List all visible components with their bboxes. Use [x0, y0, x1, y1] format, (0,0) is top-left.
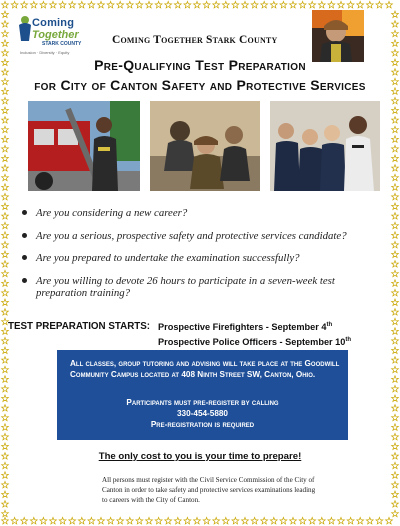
border-star-icon: [392, 107, 399, 114]
border-star-icon: [392, 136, 399, 143]
border-star-icon: [2, 299, 9, 306]
border-star-icon: [2, 405, 9, 412]
border-star-icon: [392, 184, 399, 191]
border-star-icon: [155, 1, 162, 8]
border-star-icon: [392, 69, 399, 76]
border-star-icon: [280, 1, 287, 8]
border-star-icon: [392, 155, 399, 162]
border-star-icon: [392, 11, 399, 18]
border-star-icon: [392, 443, 399, 450]
border-star-icon: [69, 517, 76, 524]
border-star-icon: [2, 309, 9, 316]
preregistration-required: Pre-registration is required: [150, 420, 255, 429]
border-star-icon: [2, 289, 9, 296]
border-star-icon: [2, 213, 9, 220]
border-star-icon: [357, 517, 364, 524]
phone-number: 330-454-5880: [177, 409, 228, 418]
border-star-icon: [2, 462, 9, 469]
border-star-icon: [338, 517, 345, 524]
border-star-icon: [184, 1, 191, 8]
logo-word-together: Together: [32, 29, 79, 41]
border-star-icon: [136, 1, 143, 8]
border-star-icon: [2, 222, 9, 229]
question-text: Are you considering a new career?: [36, 207, 188, 219]
border-star-icon: [2, 270, 9, 277]
border-star-icon: [392, 462, 399, 469]
border-star-icon: [194, 517, 201, 524]
border-star-icon: [174, 1, 181, 8]
border-star-icon: [366, 517, 373, 524]
border-star-icon: [98, 1, 105, 8]
border-star-icon: [155, 517, 162, 524]
border-star-icon: [203, 1, 210, 8]
logo-word-coming: Coming: [32, 17, 75, 29]
cost-statement: The only cost to you is your time to prepare!: [98, 451, 302, 462]
border-star-icon: [251, 517, 258, 524]
border-star-icon: [392, 40, 399, 47]
border-star-icon: [2, 414, 9, 421]
border-star-icon: [2, 49, 9, 56]
border-star-icon: [392, 289, 399, 296]
border-star-icon: [88, 517, 95, 524]
question-text: Are you a serious, prospective safety and protective services candidate?: [36, 229, 347, 242]
border-star-icon: [2, 69, 9, 76]
border-star-icon: [357, 1, 364, 8]
border-star-icon: [194, 1, 201, 8]
border-star-icon: [2, 107, 9, 114]
border-star-icon: [392, 117, 399, 124]
border-star-icon: [2, 1, 9, 8]
border-star-icon: [290, 1, 297, 8]
border-star-icon: [2, 395, 9, 402]
border-star-icon: [392, 385, 399, 392]
civil-service-notice: All persons must register with the Civil Service Commission of the City of Canton in order to take safety and protective services examinations leading to careers with the City of Canton.: [102, 476, 316, 504]
border-star-icon: [392, 126, 399, 133]
coming-together-logo: [16, 11, 88, 59]
border-star-icon: [107, 1, 114, 8]
border-star-icon: [11, 1, 18, 8]
border-star-icon: [2, 97, 9, 104]
police-date: [158, 334, 351, 349]
border-star-icon: [2, 385, 9, 392]
border-star-icon: [2, 424, 9, 431]
border-star-icon: [386, 1, 393, 8]
border-star-icon: [98, 517, 105, 524]
border-star-icon: [261, 517, 268, 524]
border-star-icon: [21, 1, 28, 8]
border-star-icon: [280, 517, 287, 524]
question-item: [20, 207, 376, 219]
border-star-icon: [392, 481, 399, 488]
border-star-icon: [2, 11, 9, 18]
border-star-icon: [386, 517, 393, 524]
border-star-icon: [328, 1, 335, 8]
border-star-icon: [299, 517, 306, 524]
border-star-icon: [30, 1, 37, 8]
border-star-icon: [2, 510, 9, 517]
border-star-icon: [392, 280, 399, 287]
border-star-icon: [242, 1, 249, 8]
border-star-icon: [2, 21, 9, 28]
border-star-icon: [2, 443, 9, 450]
schedule-dates: [158, 319, 351, 349]
border-star-icon: [2, 117, 9, 124]
border-star-icon: [242, 517, 249, 524]
border-star-icon: [2, 203, 9, 210]
class-info-box: [57, 350, 348, 440]
border-star-icon: [126, 1, 133, 8]
border-star-icon: [2, 30, 9, 37]
police-date-text: Prospective Police Officers - September 10: [158, 337, 346, 348]
border-star-icon: [50, 1, 57, 8]
border-star-icon: [2, 136, 9, 143]
border-star-icon: [2, 453, 9, 460]
border-star-icon: [2, 366, 9, 373]
border-star-icon: [392, 203, 399, 210]
border-star-icon: [392, 30, 399, 37]
border-star-icon: [165, 1, 172, 8]
title-line-1: Pre-Qualifying Test Preparation: [94, 57, 306, 73]
border-star-icon: [392, 424, 399, 431]
border-star-icon: [2, 251, 9, 258]
border-star-icon: [318, 1, 325, 8]
border-star-icon: [2, 472, 9, 479]
border-star-icon: [392, 433, 399, 440]
border-star-icon: [392, 232, 399, 239]
border-star-icon: [392, 472, 399, 479]
border-star-icon: [40, 1, 47, 8]
border-star-icon: [50, 517, 57, 524]
border-star-icon: [318, 517, 325, 524]
border-star-icon: [392, 318, 399, 325]
border-star-icon: [117, 517, 124, 524]
border-star-icon: [107, 517, 114, 524]
border-star-icon: [392, 510, 399, 517]
border-star-icon: [2, 433, 9, 440]
question-text: Are you prepared to undertake the examination successfully?: [36, 252, 300, 264]
border-star-icon: [2, 155, 9, 162]
police-officers-photo: [270, 101, 380, 191]
class-location-text: All classes, group tutoring and advising will take place at the Goodwill Community Campus located at 408 Ninth Street SW, Canton, Ohio.: [70, 359, 340, 379]
firefighters-date-text: Prospective Firefighters - September 4: [158, 322, 327, 333]
test-prep-starts-label: TEST PREPARATION STARTS:: [8, 321, 151, 332]
border-star-icon: [392, 347, 399, 354]
border-star-icon: [392, 501, 399, 508]
border-star-icon: [2, 40, 9, 47]
border-star-icon: [392, 376, 399, 383]
border-star-icon: [146, 517, 153, 524]
border-star-icon: [392, 337, 399, 344]
border-star-icon: [78, 1, 85, 8]
border-star-icon: [2, 145, 9, 152]
border-star-icon: [165, 517, 172, 524]
border-star-icon: [392, 21, 399, 28]
border-star-icon: [2, 491, 9, 498]
border-star-icon: [392, 357, 399, 364]
question-item: [20, 275, 376, 299]
border-star-icon: [2, 337, 9, 344]
border-star-icon: [222, 517, 229, 524]
border-star-icon: [376, 1, 383, 8]
border-star-icon: [392, 145, 399, 152]
border-star-icon: [251, 1, 258, 8]
question-list: [20, 207, 376, 309]
border-star-icon: [392, 222, 399, 229]
border-star-icon: [392, 213, 399, 220]
bullet-dot-icon: [22, 278, 27, 283]
border-star-icon: [392, 97, 399, 104]
border-star-icon: [174, 517, 181, 524]
border-star-icon: [213, 1, 220, 8]
border-star-icon: [69, 1, 76, 8]
border-star-icon: [347, 517, 354, 524]
border-star-icon: [126, 517, 133, 524]
border-star-icon: [136, 517, 143, 524]
border-star-icon: [309, 1, 316, 8]
border-star-icon: [2, 184, 9, 191]
police-date-suffix: th: [345, 337, 352, 344]
border-star-icon: [30, 517, 37, 524]
border-star-icon: [21, 517, 28, 524]
border-star-icon: [392, 49, 399, 56]
firefighters-date: [158, 319, 351, 334]
border-star-icon: [2, 501, 9, 508]
border-star-icon: [2, 165, 9, 172]
bullet-dot-icon: [22, 255, 27, 260]
border-star-icon: [392, 59, 399, 66]
logo-tagline: Inclusion · Diversity · Equity: [20, 50, 70, 55]
border-star-icon: [392, 405, 399, 412]
border-star-icon: [40, 517, 47, 524]
border-star-icon: [2, 193, 9, 200]
organization-name: Coming Together Stark County: [112, 34, 278, 46]
border-star-icon: [78, 517, 85, 524]
border-star-icon: [2, 517, 9, 524]
border-star-icon: [2, 174, 9, 181]
border-star-icon: [117, 1, 124, 8]
border-star-icon: [2, 126, 9, 133]
border-star-icon: [309, 517, 316, 524]
border-star-icon: [392, 193, 399, 200]
border-star-icon: [392, 165, 399, 172]
border-star-icon: [328, 517, 335, 524]
border-star-icon: [392, 328, 399, 335]
border-star-icon: [59, 1, 66, 8]
question-item: [20, 230, 376, 242]
border-star-icon: [2, 59, 9, 66]
border-star-icon: [392, 309, 399, 316]
border-star-icon: [392, 270, 399, 277]
border-star-icon: [88, 1, 95, 8]
border-star-icon: [261, 1, 268, 8]
border-star-icon: [11, 517, 18, 524]
border-star-icon: [270, 1, 277, 8]
firefighters-date-suffix: th: [326, 322, 333, 328]
border-star-icon: [392, 251, 399, 258]
border-star-icon: [2, 261, 9, 268]
rescue-training-photo: [150, 101, 260, 191]
border-star-icon: [2, 241, 9, 248]
border-star-icon: [392, 453, 399, 460]
border-star-icon: [392, 491, 399, 498]
border-star-icon: [232, 517, 239, 524]
border-star-icon: [392, 366, 399, 373]
border-star-icon: [146, 1, 153, 8]
bullet-dot-icon: [22, 233, 27, 238]
border-star-icon: [213, 517, 220, 524]
border-star-icon: [392, 174, 399, 181]
border-star-icon: [59, 517, 66, 524]
child-firefighter-photo: [312, 10, 364, 62]
border-star-icon: [2, 347, 9, 354]
question-item: [20, 252, 376, 264]
border-star-icon: [392, 261, 399, 268]
bullet-dot-icon: [22, 210, 27, 215]
border-star-icon: [270, 517, 277, 524]
border-star-icon: [2, 357, 9, 364]
border-star-icon: [392, 414, 399, 421]
firefighter-truck-photo: [28, 101, 140, 191]
border-star-icon: [2, 232, 9, 239]
border-star-icon: [366, 1, 373, 8]
border-star-icon: [299, 1, 306, 8]
border-star-icon: [2, 280, 9, 287]
border-star-icon: [184, 517, 191, 524]
question-text: Are you willing to devote 26 hours to participate in a seven-week test preparation training?: [36, 274, 335, 299]
border-star-icon: [392, 299, 399, 306]
border-star-icon: [222, 1, 229, 8]
border-star-icon: [392, 241, 399, 248]
register-instruction: Participants must pre-register by calling: [126, 398, 279, 407]
flyer-content: [8, 9, 386, 517]
border-star-icon: [232, 1, 239, 8]
border-star-icon: [290, 517, 297, 524]
border-star-icon: [2, 376, 9, 383]
border-star-icon: [347, 1, 354, 8]
border-star-icon: [2, 481, 9, 488]
border-star-icon: [338, 1, 345, 8]
registration-block: [57, 397, 348, 430]
border-star-icon: [376, 517, 383, 524]
border-star-icon: [203, 517, 210, 524]
logo-word-stark-county: STARK COUNTY: [42, 41, 82, 47]
title-line-2: for City of Canton Safety and Protective Services: [34, 77, 366, 93]
border-star-icon: [392, 395, 399, 402]
